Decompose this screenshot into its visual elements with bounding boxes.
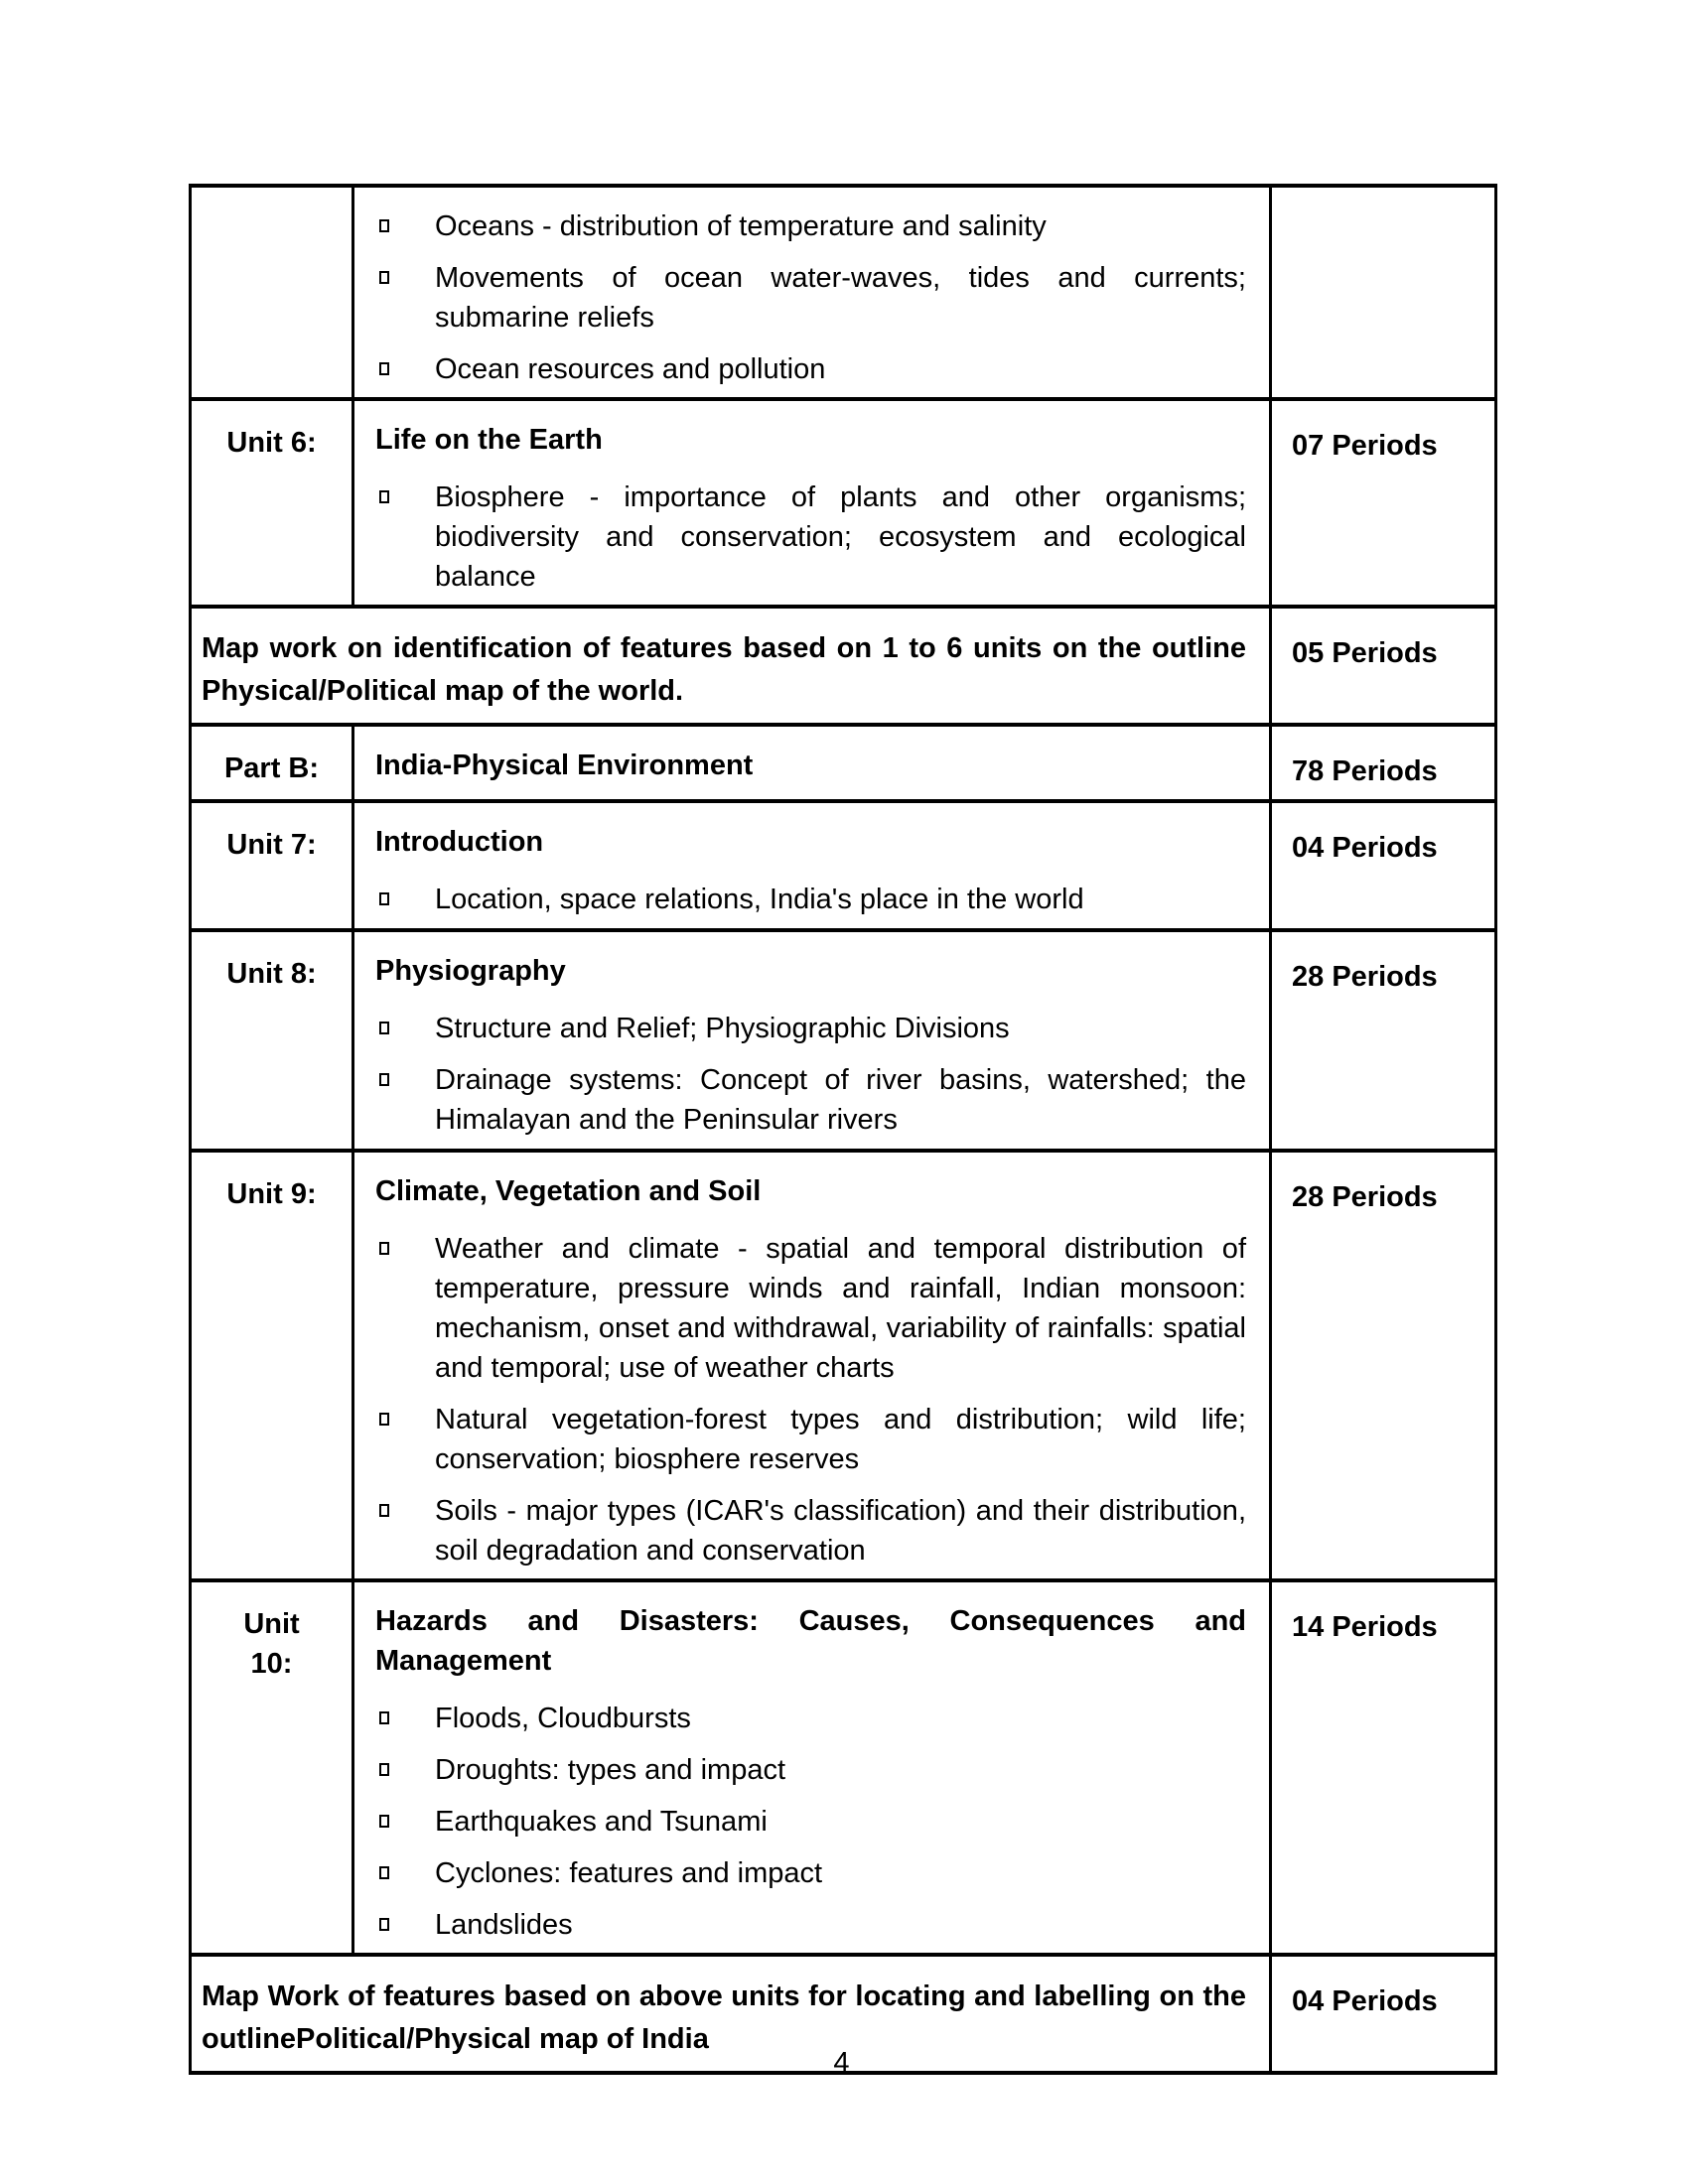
bullet-text: Ocean resources and pollution	[435, 353, 826, 385]
square-bullet-icon	[379, 1711, 389, 1724]
bullet-item	[375, 478, 1246, 597]
bullet-text: Biosphere - importance of plants and other organisms; biodiversity and conservation; ecosystem and ecological balance	[435, 481, 1246, 593]
mapwork-text: Map Work of features based on above units for locating and labelling on the outlinePolitical/Physical map of India	[202, 1980, 1246, 2055]
periods-value: 28 Periods	[1292, 1181, 1438, 1213]
bullet-text: Droughts: types and impact	[435, 1754, 786, 1786]
unit-title: Hazards and Disasters: Causes, Consequences and Management	[375, 1605, 1246, 1677]
square-bullet-icon	[379, 1022, 389, 1034]
bullet-item	[375, 1009, 1246, 1048]
bullet-text: Drainage systems: Concept of river basins, watershed; the Himalayan and the Peninsular rivers	[435, 1064, 1246, 1136]
unit-label-cell	[191, 930, 353, 1151]
square-bullet-icon	[379, 490, 389, 503]
bullet-text: Structure and Relief; Physiographic Divisions	[435, 1013, 1010, 1044]
periods-value: 05 Periods	[1292, 637, 1438, 669]
unit-label: Unit 6:	[226, 427, 317, 459]
topic-cell	[353, 399, 1271, 607]
square-bullet-icon	[379, 362, 389, 375]
unit-title: Physiography	[375, 955, 566, 987]
unit-label-cell	[191, 186, 353, 399]
bullet-item	[375, 1750, 1246, 1790]
unit-label: Unit 9:	[226, 1178, 317, 1210]
part-title: India-Physical Environment	[375, 750, 754, 781]
periods-value: 78 Periods	[1292, 755, 1438, 787]
periods-value: 14 Periods	[1292, 1611, 1438, 1643]
square-bullet-icon	[379, 1763, 389, 1776]
bullet-text: Earthquakes and Tsunami	[435, 1806, 768, 1838]
square-bullet-icon	[379, 1504, 389, 1517]
row-unit-9	[191, 1151, 1496, 1580]
square-bullet-icon	[379, 892, 389, 905]
bullet-text: Floods, Cloudbursts	[435, 1703, 691, 1734]
periods-value: 07 Periods	[1292, 430, 1438, 462]
topic-cell	[353, 725, 1271, 801]
unit-label-cell	[191, 801, 353, 930]
topic-cell	[353, 186, 1271, 399]
periods-cell	[1271, 725, 1496, 801]
row-unit-8	[191, 930, 1496, 1151]
periods-cell	[1271, 186, 1496, 399]
part-label: Part B:	[223, 752, 320, 784]
bullet-text: Soils - major types (ICAR's classification) and their distribution, soil degradation and conservation	[435, 1495, 1246, 1567]
unit-label-cell	[191, 399, 353, 607]
topic-cell	[353, 1151, 1271, 1580]
page-number: 4	[833, 2047, 850, 2079]
row-continuation-oceans	[191, 186, 1496, 399]
square-bullet-icon	[379, 1073, 389, 1086]
unit-title: Introduction	[375, 826, 544, 858]
periods-cell	[1271, 1151, 1496, 1580]
square-bullet-icon	[379, 1242, 389, 1255]
unit-title: Climate, Vegetation and Soil	[375, 1175, 762, 1207]
bullet-item	[375, 1060, 1246, 1140]
square-bullet-icon	[379, 271, 389, 284]
topic-cell	[353, 801, 1271, 930]
bullet-item	[375, 349, 1246, 389]
bullet-text: Cyclones: features and impact	[435, 1857, 823, 1889]
bullet-text: Location, space relations, India's place in the world	[435, 884, 1084, 915]
periods-value: 04 Periods	[1292, 1985, 1438, 2017]
unit-label: Unit 7:	[226, 829, 317, 861]
square-bullet-icon	[379, 219, 389, 232]
bullet-item	[375, 1905, 1246, 1945]
unit-title: Life on the Earth	[375, 424, 603, 456]
topic-cell	[353, 1580, 1271, 1955]
unit-label-cell	[191, 1580, 353, 1955]
periods-cell	[1271, 801, 1496, 930]
unit-label: Unit 8:	[226, 958, 317, 990]
row-mapwork-world	[191, 607, 1496, 725]
bullet-text: Weather and climate - spatial and temporal distribution of temperature, pressure winds and rainfall, Indian monsoon: mechanism, onset and withdrawal, variability of rainfalls: spatial and temporal; use of weather charts	[435, 1233, 1246, 1384]
row-unit-10	[191, 1580, 1496, 1955]
row-part-b	[191, 725, 1496, 801]
bullet-item	[375, 1491, 1246, 1570]
periods-cell	[1271, 1580, 1496, 1955]
periods-cell	[1271, 399, 1496, 607]
square-bullet-icon	[379, 1815, 389, 1828]
row-unit-7	[191, 801, 1496, 930]
bullet-item	[375, 1699, 1246, 1738]
bullet-item	[375, 1802, 1246, 1842]
syllabus-table	[189, 184, 1497, 2075]
bullet-item	[375, 258, 1246, 338]
bullet-item	[375, 1229, 1246, 1388]
bullet-item	[375, 1853, 1246, 1893]
bullet-text: Natural vegetation-forest types and distribution; wild life; conservation; biosphere reserves	[435, 1404, 1246, 1475]
bullet-item	[375, 1400, 1246, 1479]
bullet-text: Oceans - distribution of temperature and salinity	[435, 210, 1047, 242]
row-unit-6	[191, 399, 1496, 607]
unit-label-cell	[191, 1151, 353, 1580]
mapwork-text: Map work on identification of features based on 1 to 6 units on the outline Physical/Political map of the world.	[202, 632, 1246, 707]
bullet-item	[375, 880, 1246, 919]
unit-label-cell	[191, 725, 353, 801]
unit-label: Unit 10:	[243, 1608, 300, 1680]
square-bullet-icon	[379, 1866, 389, 1879]
bullet-text: Movements of ocean water-waves, tides and currents; submarine reliefs	[435, 262, 1246, 334]
square-bullet-icon	[379, 1918, 389, 1931]
bullet-item	[375, 206, 1246, 246]
bullet-text: Landslides	[435, 1909, 573, 1941]
topic-cell	[353, 930, 1271, 1151]
periods-cell	[1271, 607, 1496, 725]
periods-cell	[1271, 930, 1496, 1151]
square-bullet-icon	[379, 1413, 389, 1426]
mapwork-cell	[191, 607, 1271, 725]
periods-value: 28 Periods	[1292, 961, 1438, 993]
periods-value: 04 Periods	[1292, 832, 1438, 864]
